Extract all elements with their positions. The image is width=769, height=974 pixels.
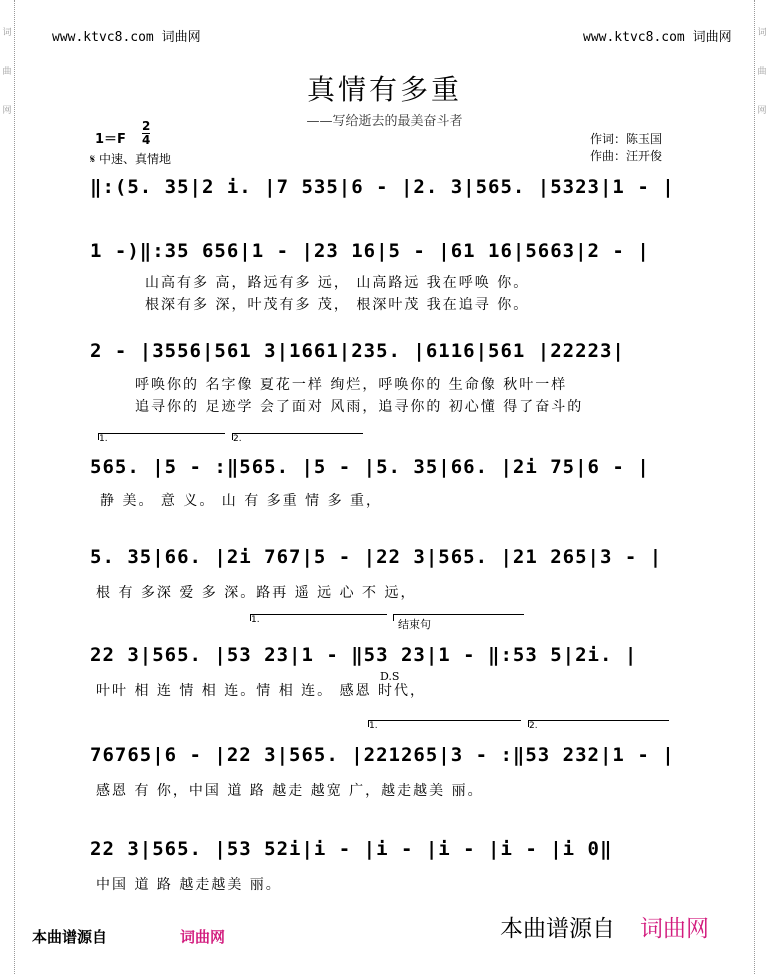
footer-site-link-right[interactable]: 词曲网: [640, 916, 709, 942]
watermark-char: 词: [2, 28, 12, 38]
ending-label: 结束句: [398, 618, 431, 631]
volta-1: [98, 433, 225, 444]
volta-label: 2.: [529, 721, 538, 731]
volta-label: 1.: [369, 721, 378, 731]
lyric-line-2b: 根深有多 深，叶茂有多 茂， 根深叶茂 我在追寻 你。: [145, 297, 530, 313]
watermark-char: 曲: [757, 67, 767, 77]
score-line-2: 1 -)‖:35 656|1 - |23 16|5 - |61 16|5663|2 - |: [90, 240, 650, 262]
site-name[interactable]: 词曲网: [692, 30, 732, 45]
time-denominator: 4: [142, 133, 151, 147]
lyric-line-4: 静 美。 意 义。 山 有 多重 情 多 重，: [100, 493, 383, 509]
score-line-6: 22 3|565. |53 23|1 - ‖53 23|1 - ‖:53 5|2i. |: [90, 644, 638, 666]
footer-site-link-left[interactable]: 词曲网: [180, 928, 226, 946]
time-signature: [142, 120, 150, 147]
footer-source-text-left: 本曲谱源自: [32, 928, 108, 946]
volta-label: 1.: [99, 434, 108, 444]
volta-1: [368, 720, 521, 731]
site-name[interactable]: 词曲网: [161, 30, 201, 45]
volta-2: [528, 720, 669, 731]
score-line-1: ‖:(5. 35|2 i. |7 535|6 - |2. 3|565. |5323|1 - |: [90, 176, 675, 198]
left-watermark-strip: [0, 0, 15, 974]
url-text[interactable]: www.ktvc8.com: [52, 30, 154, 45]
score-line-7: 76765|6 - |22 3|565. |221265|3 - :‖53 232|1 - |: [90, 744, 675, 766]
lyric-line-6: 叶叶 相 连 情 相 连。情 相 连。 感恩 时代，: [96, 683, 427, 699]
watermark-char: 网: [757, 106, 767, 116]
site-url-right[interactable]: [583, 26, 732, 45]
song-subtitle: ——写给逝去的最美奋斗者: [306, 114, 463, 129]
volta-1: [250, 614, 387, 625]
song-title: 真情有多重: [306, 73, 462, 106]
lyric-line-2a: 山高有多 高，路远有多 远， 山高路远 我在呼唤 你。: [145, 275, 530, 291]
url-text[interactable]: www.ktvc8.com: [583, 30, 685, 45]
score-line-5: 5. 35|66. |2i 767|5 - |22 3|565. |21 265|3 - |: [90, 546, 663, 568]
tempo-marking: [90, 150, 171, 167]
lyric-line-3b: 追寻你的 足迹学 会了面对 风雨，追寻你的 初心懂 得了奋斗的: [135, 399, 584, 415]
composer-credit: 作曲：汪开俊: [590, 149, 663, 163]
lyricist-credit: 作词：陈玉国: [590, 132, 663, 146]
score-line-3: 2 - |3556|561 3|1661|235. |6116|561 |22223|: [90, 340, 625, 362]
key-signature: 1＝F: [95, 132, 126, 147]
watermark-char: 词: [757, 28, 767, 38]
time-numerator: 2: [142, 119, 151, 133]
segno-icon: 𝄋: [90, 152, 99, 166]
volta-label: 1.: [251, 615, 260, 625]
lyric-line-3a: 呼唤你的 名字像 夏花一样 绚烂，呼唤你的 生命像 秋叶一样: [135, 377, 568, 393]
ds-marking: D.S: [380, 670, 400, 683]
volta-label: 2.: [233, 434, 242, 444]
score-line-8: 22 3|565. |53 52i|i - |i - |i - |i - |i 0‖: [90, 838, 613, 860]
right-watermark-strip: [754, 0, 769, 974]
volta-2: [232, 433, 363, 444]
lyric-line-5: 根 有 多深 爱 多 深。路再 遥 远 心 不 远，: [96, 585, 417, 601]
lyric-line-8: 中国 道 路 越走越美 丽。: [96, 877, 282, 893]
watermark-char: 曲: [2, 67, 12, 77]
lyric-line-7: 感恩 有 你，中国 道 路 越走 越宽 广，越走越美 丽。: [96, 783, 484, 799]
tempo-text: 中速、真情地: [98, 152, 171, 166]
footer-source-text-right: 本曲谱源自: [500, 916, 615, 942]
score-line-4: 565. |5 - :‖565. |5 - |5. 35|66. |2i 75|6 - |: [90, 456, 650, 478]
watermark-char: 网: [2, 106, 12, 116]
site-url-left[interactable]: [52, 26, 201, 45]
